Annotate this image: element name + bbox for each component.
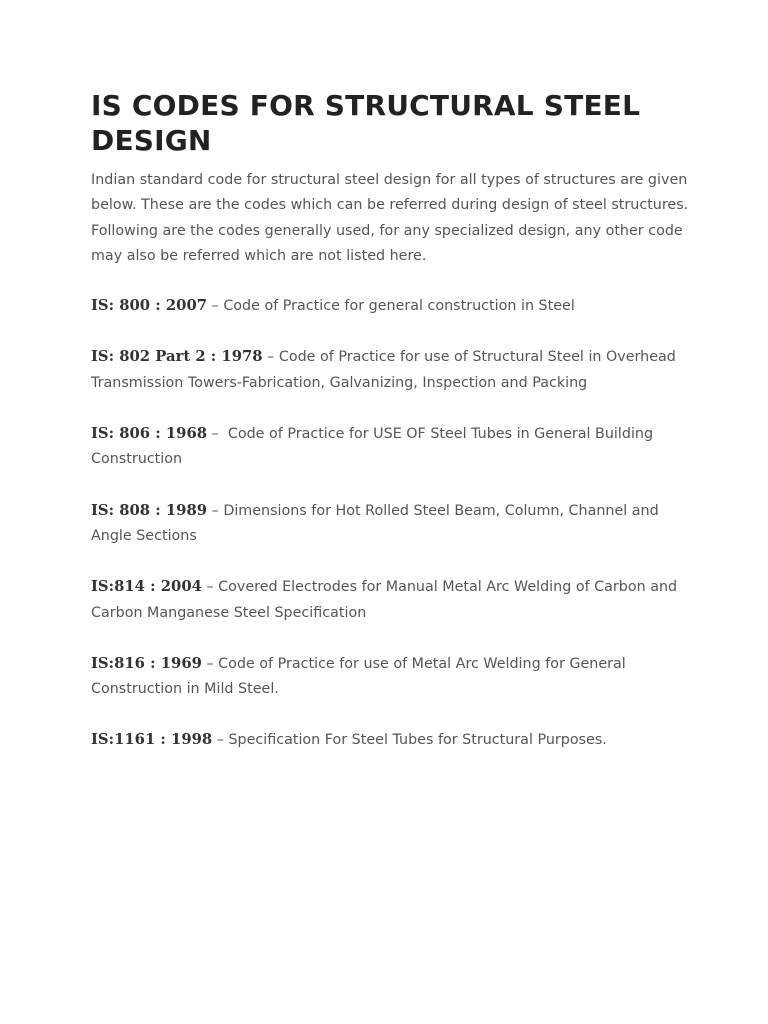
page-title: IS CODES FOR STRUCTURAL STEEL DESIGN <box>91 89 641 157</box>
code-id: IS:816 : 1969 <box>91 654 202 672</box>
code-description: Code of Practice for general construction in Steel <box>223 298 575 315</box>
code-separator: – <box>201 655 219 672</box>
code-description: Specification For Steel Tubes for Structural Purposes. <box>228 732 607 749</box>
code-item <box>91 293 691 319</box>
code-item <box>91 727 691 753</box>
code-id: IS: 808 : 1989 <box>91 501 208 519</box>
code-separator: – <box>212 732 229 749</box>
code-separator: – <box>262 349 279 366</box>
document-page <box>91 88 691 779</box>
code-id: IS: 806 : 1968 <box>91 425 208 443</box>
code-item <box>91 344 691 396</box>
code-description: Code of Practice for use of Metal Arc Welding for General Construction in Mild Steel. <box>91 655 626 698</box>
code-description: Dimensions for Hot Rolled Steel Beam, Column, Channel and Angle Sections <box>91 502 659 544</box>
code-id: IS: 802 Part 2 : 1978 <box>91 348 263 366</box>
code-separator: – <box>207 426 228 443</box>
code-description: Covered Electrodes for Manual Metal Arc Welding of Carbon and Carbon Manganese Steel Specification <box>91 579 678 621</box>
code-item <box>91 574 691 626</box>
code-id: IS: 800 : 2007 <box>91 297 208 315</box>
code-id: IS:1161 : 1998 <box>91 731 213 749</box>
code-description: Code of Practice for USE OF Steel Tubes in General Building Construction <box>91 426 654 468</box>
code-separator: – <box>207 298 224 315</box>
code-item <box>91 651 691 703</box>
code-item <box>91 421 691 473</box>
code-list <box>91 293 691 754</box>
code-separator: – <box>201 579 219 596</box>
code-description: Code of Practice for use of Structural Steel in Overhead Transmission Towers-Fabrication, Galvanizing, Inspection and Packing <box>91 349 676 391</box>
code-separator: – <box>207 502 224 519</box>
code-id: IS:814 : 2004 <box>91 578 202 596</box>
code-item <box>91 498 691 550</box>
intro-paragraph: Indian standard code for structural steel design for all types of structures are given below. These are the codes which can be referred during design of steel structures. Following are the codes generally used, for any specialized design, any other code may also be referred which are not listed here. <box>91 172 689 264</box>
